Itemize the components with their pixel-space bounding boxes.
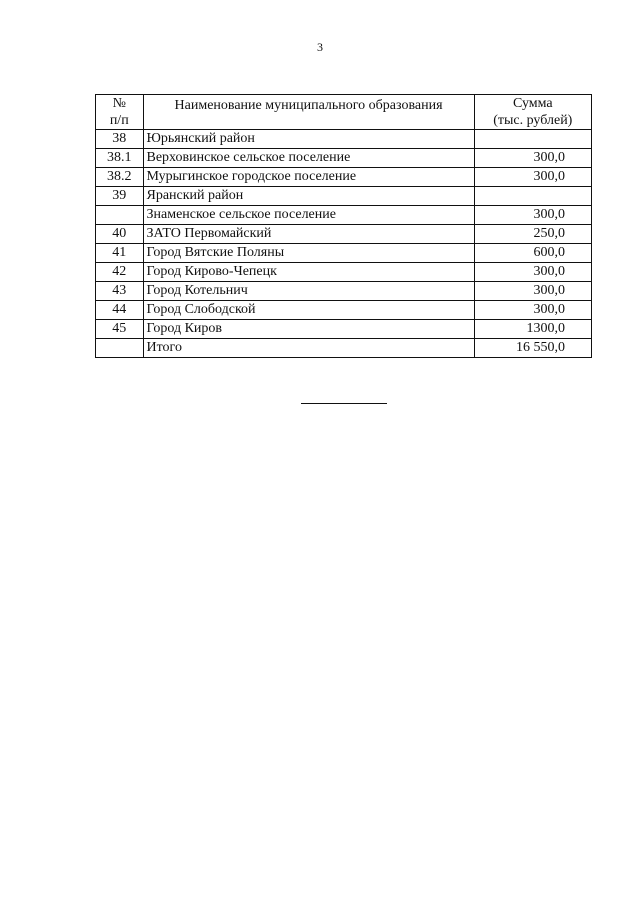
header-number bbox=[96, 95, 144, 130]
row-name: Город Слободской bbox=[143, 301, 474, 320]
row-sum: 300,0 bbox=[474, 301, 591, 320]
row-name: Юрьянский район bbox=[143, 130, 474, 149]
row-sum: 600,0 bbox=[474, 244, 591, 263]
total-row bbox=[96, 339, 592, 358]
closing-divider bbox=[301, 403, 387, 404]
row-sum bbox=[474, 187, 591, 206]
header-name: Наименование муниципального образования bbox=[143, 95, 474, 130]
row-sum: 1300,0 bbox=[474, 320, 591, 339]
page-number: 3 bbox=[317, 40, 323, 54]
table-row bbox=[96, 206, 592, 225]
row-number: 38.1 bbox=[96, 149, 144, 168]
row-name: Город Киров bbox=[143, 320, 474, 339]
table-row bbox=[96, 320, 592, 339]
header-sum bbox=[474, 95, 591, 130]
total-number bbox=[96, 339, 144, 358]
row-name: ЗАТО Первомайский bbox=[143, 225, 474, 244]
row-name: Мурыгинское городское поселение bbox=[143, 168, 474, 187]
row-number: 39 bbox=[96, 187, 144, 206]
row-name: Яранский район bbox=[143, 187, 474, 206]
table-row bbox=[96, 282, 592, 301]
header-number-symbol: № bbox=[112, 96, 126, 111]
row-sum: 300,0 bbox=[474, 168, 591, 187]
header-sum-unit: (тыс. рублей) bbox=[493, 113, 573, 128]
total-sum: 16 550,0 bbox=[474, 339, 591, 358]
row-number bbox=[96, 206, 144, 225]
table-row bbox=[96, 263, 592, 282]
row-sum: 300,0 bbox=[474, 282, 591, 301]
header-number-abbrev: п/п bbox=[109, 113, 129, 128]
row-sum: 300,0 bbox=[474, 263, 591, 282]
row-sum: 300,0 bbox=[474, 149, 591, 168]
row-number: 41 bbox=[96, 244, 144, 263]
row-name: Знаменское сельское поселение bbox=[143, 206, 474, 225]
row-name: Город Кирово-Чепецк bbox=[143, 263, 474, 282]
row-number: 42 bbox=[96, 263, 144, 282]
header-sum-title: Сумма bbox=[512, 96, 553, 111]
row-sum bbox=[474, 130, 591, 149]
row-number: 45 bbox=[96, 320, 144, 339]
row-name: Верховинское сельское поселение bbox=[143, 149, 474, 168]
table-row bbox=[96, 244, 592, 263]
row-number: 40 bbox=[96, 225, 144, 244]
table-header-row bbox=[96, 95, 592, 130]
table-row bbox=[96, 149, 592, 168]
table-row bbox=[96, 225, 592, 244]
row-name: Город Вятские Поляны bbox=[143, 244, 474, 263]
table-row bbox=[96, 301, 592, 320]
row-number: 38 bbox=[96, 130, 144, 149]
allocation-table bbox=[95, 94, 592, 358]
row-sum: 300,0 bbox=[474, 206, 591, 225]
row-number: 43 bbox=[96, 282, 144, 301]
row-name: Город Котельнич bbox=[143, 282, 474, 301]
row-sum: 250,0 bbox=[474, 225, 591, 244]
row-number: 38.2 bbox=[96, 168, 144, 187]
total-label: Итого bbox=[143, 339, 474, 358]
table-row bbox=[96, 168, 592, 187]
table-row bbox=[96, 187, 592, 206]
row-number: 44 bbox=[96, 301, 144, 320]
table-row bbox=[96, 130, 592, 149]
